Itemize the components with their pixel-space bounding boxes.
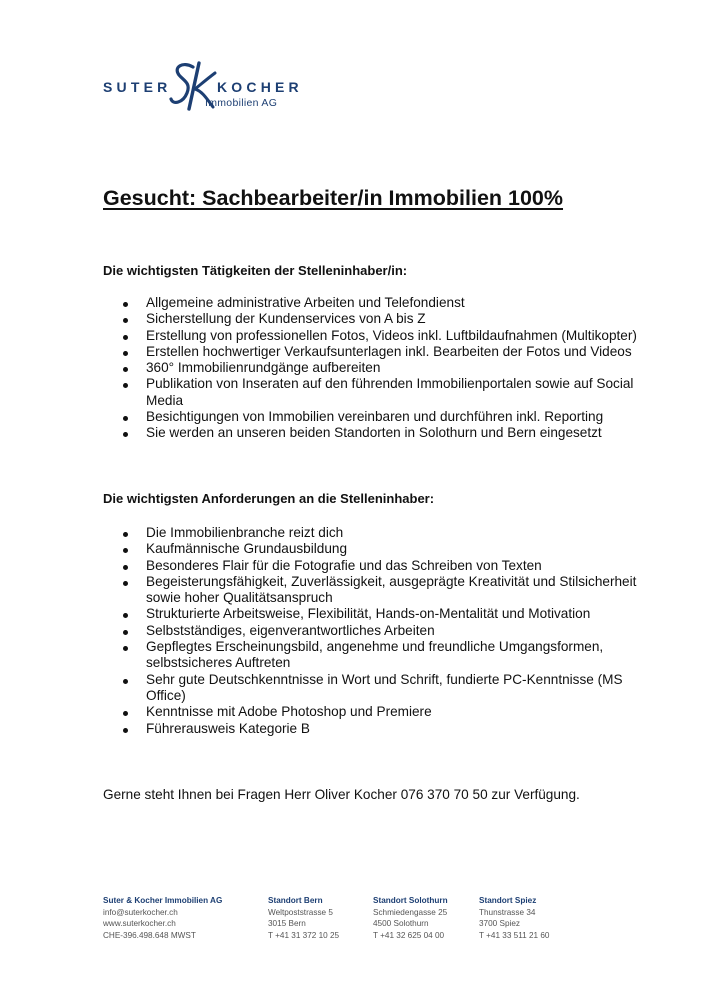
list-item: Die Immobilienbranche reizt dich [103, 525, 663, 541]
footer-location-street: Weltpoststrasse 5 [268, 907, 333, 917]
footer-location-name: Standort Solothurn [373, 896, 448, 905]
list-item: Besichtigungen von Immobilien vereinbaren und durchführen inkl. Reporting [103, 409, 663, 425]
bullet-icon [123, 335, 128, 340]
footer-location-phone: T +41 33 511 21 60 [479, 930, 550, 940]
footer-location-street: Schmiedengasse 25 [373, 907, 448, 917]
bullet-icon [123, 383, 128, 388]
list-item: Strukturierte Arbeitsweise, Flexibilität, Hands-on-Mentalität und Motivation [103, 606, 663, 622]
section-heading-tasks: Die wichtigsten Tätigkeiten der Stelleninhaber/in: [103, 263, 408, 278]
footer-vat: CHE-396.498.648 MWST [103, 930, 196, 940]
bullet-icon [123, 318, 128, 323]
list-item: Sie werden an unseren beiden Standorten in Solothurn und Bern eingesetzt [103, 425, 663, 441]
list-item: Publikation von Inseraten auf den führenden Immobilienportalen sowie auf Social Media [103, 376, 663, 409]
bullet-icon [123, 679, 128, 684]
footer-location-phone: T +41 31 372 10 25 [268, 930, 340, 940]
list-item: Kaufmännische Grundausbildung [103, 541, 663, 557]
list-item: Besonderes Flair für die Fotografie und das Schreiben von Texten [103, 558, 663, 574]
bullet-icon [123, 630, 128, 635]
bullet-icon [123, 581, 128, 586]
list-item: Selbstständiges, eigenverantwortliches Arbeiten [103, 623, 663, 639]
bullet-icon [123, 548, 128, 553]
page-title: Gesucht: Sachbearbeiter/in Immobilien 100% [103, 186, 564, 210]
bullet-icon [123, 302, 128, 307]
company-logo [103, 55, 318, 125]
list-item: Sicherstellung der Kundenservices von A bis Z [103, 311, 663, 327]
footer-website: www.suterkocher.ch [103, 919, 176, 929]
footer-location-name: Standort Bern [268, 896, 323, 905]
footer-location-name: Standort Spiez [479, 896, 537, 905]
logo-word-suter: SUTER [103, 79, 172, 95]
task-list [103, 295, 663, 442]
bullet-icon [123, 613, 128, 618]
bullet-icon [123, 711, 128, 716]
logo-subtitle: Immobilien AG [205, 97, 278, 109]
footer-location-spiez [479, 895, 550, 941]
bullet-icon [123, 432, 128, 437]
list-item: Erstellen hochwertiger Verkaufsunterlagen inkl. Bearbeiten der Fotos und Videos [103, 344, 663, 360]
logo-word-kocher: KOCHER [217, 79, 303, 95]
footer-location-city: 3015 Bern [268, 919, 306, 929]
list-item: Gepflegtes Erscheinungsbild, angenehme und freundliche Umgangsformen, selbstsicheres Auftreten [103, 639, 663, 672]
footer-location-city: 3700 Spiez [479, 919, 520, 929]
list-item: Begeisterungsfähigkeit, Zuverlässigkeit, ausgeprägte Kreativität und Stilsicherheit sowie hoher Qualitätsanspruch [103, 574, 663, 607]
list-item: Allgemeine administrative Arbeiten und Telefondienst [103, 295, 663, 311]
bullet-icon [123, 532, 128, 537]
footer-company-name: Suter & Kocher Immobilien AG [103, 896, 223, 905]
footer-company [103, 895, 222, 941]
bullet-icon [123, 351, 128, 356]
list-item: Erstellung von professionellen Fotos, Videos inkl. Luftbildaufnahmen (Multikopter) [103, 328, 663, 344]
bullet-icon [123, 367, 128, 372]
list-item: Sehr gute Deutschkenntnisse in Wort und Schrift, fundierte PC-Kenntnisse (MS Office) [103, 672, 663, 705]
footer-location-city: 4500 Solothurn [373, 919, 429, 929]
bullet-icon [123, 565, 128, 570]
footer-location-phone: T +41 32 625 04 00 [373, 930, 445, 940]
section-heading-requirements: Die wichtigsten Anforderungen an die Stelleninhaber: [103, 491, 435, 506]
contact-line: Gerne steht Ihnen bei Fragen Herr Oliver Kocher 076 370 70 50 zur Verfügung. [103, 787, 580, 802]
list-item: 360° Immobilienrundgänge aufbereiten [103, 360, 663, 376]
footer-location-solothurn [373, 895, 448, 941]
requirements-list [103, 525, 663, 737]
footer-email: info@suterkocher.ch [103, 907, 178, 917]
list-item: Kenntnisse mit Adobe Photoshop und Premiere [103, 704, 663, 720]
bullet-icon [123, 646, 128, 651]
bullet-icon [123, 728, 128, 733]
bullet-icon [123, 416, 128, 421]
footer-location-street: Thunstrasse 34 [479, 907, 536, 917]
list-item: Führerausweis Kategorie B [103, 721, 663, 737]
footer-location-bern [268, 895, 339, 941]
